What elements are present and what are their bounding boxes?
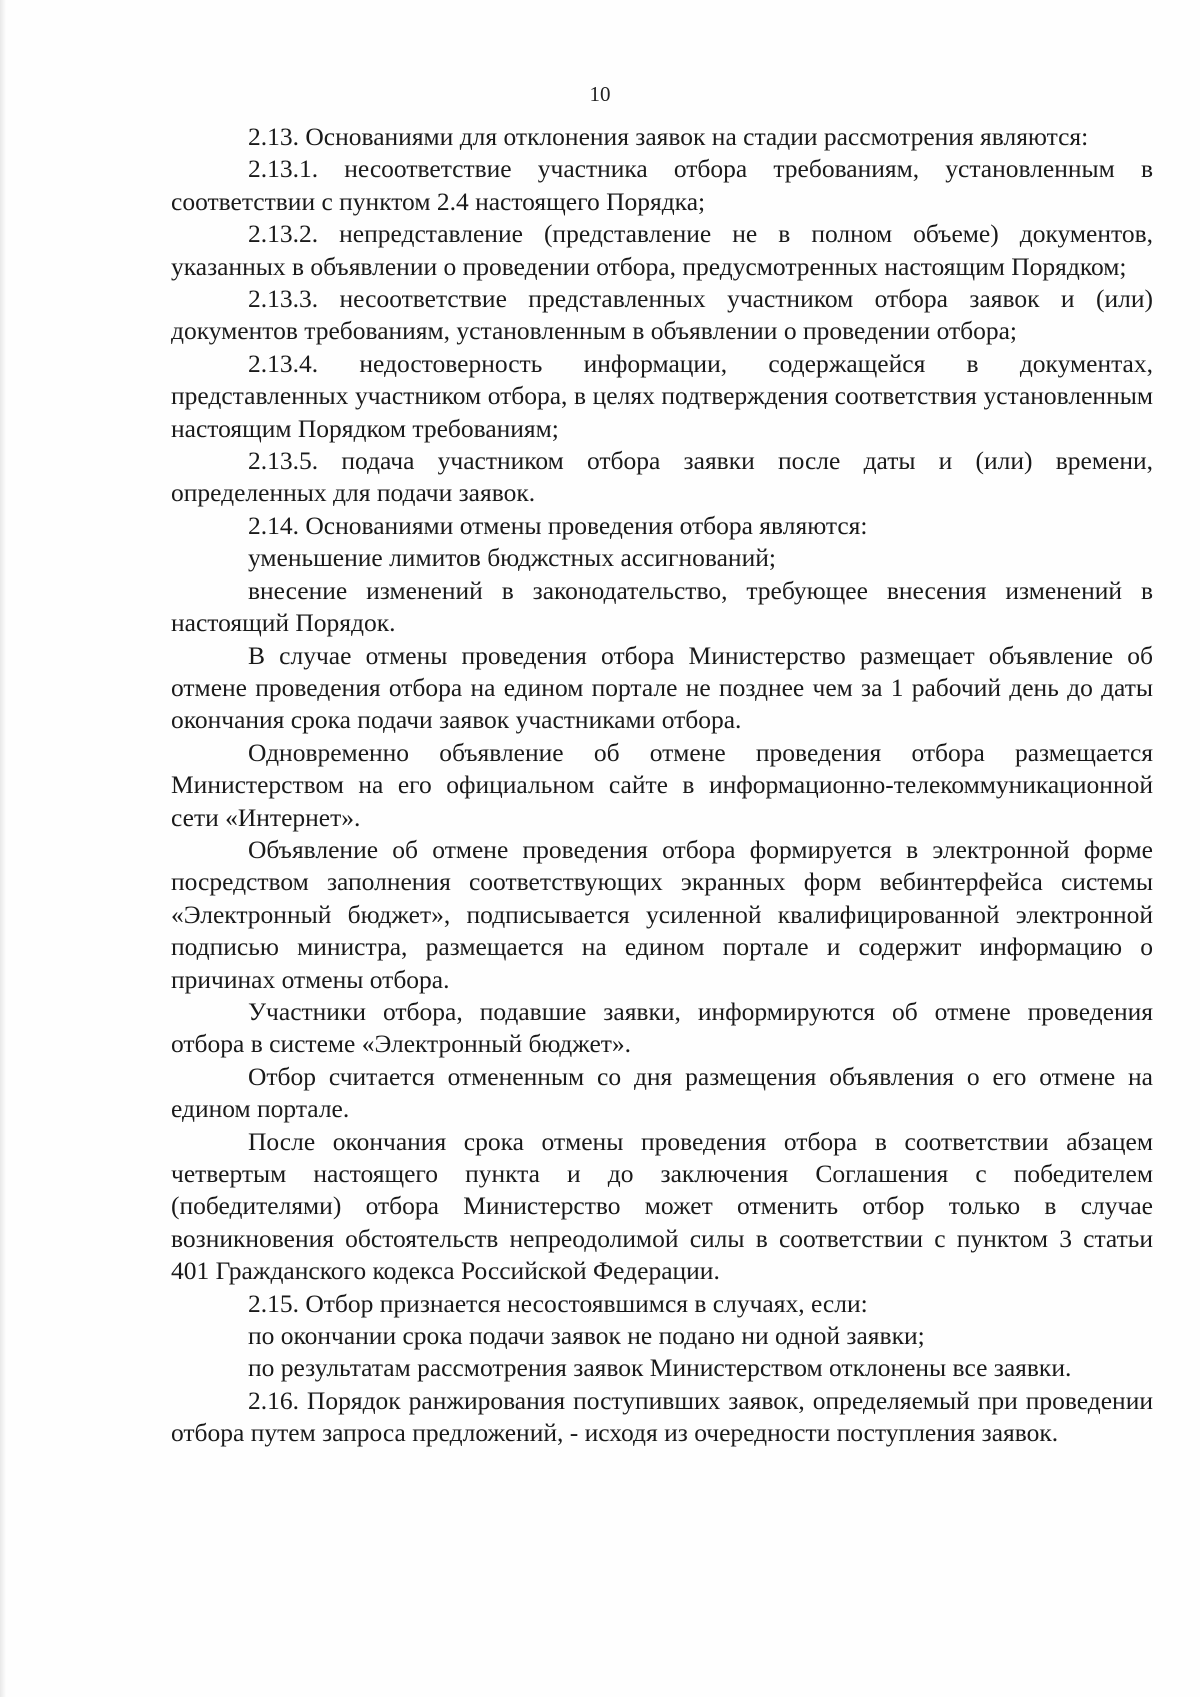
scan-edge-shadow: [0, 0, 6, 1697]
paragraph-all-rejected: по результатам рассмотрения заявок Министерством отклонены все заявки.: [248, 1353, 1072, 1383]
paragraph-cancel-notice: В случае отмены проведения отбора Министерство размещает объявление об отмене проведения отбора на едином портале не позднее чем за 1 рабочий день до даты окончания срока подачи заявок участниками отбора.: [171, 640, 1153, 735]
paragraph-website: Одновременно объявление об отмене проведения отбора размещается Министерством на его официальном сайте в информационно-телекоммуникационной сети «Интернет».: [171, 737, 1153, 832]
paragraph-2-16: 2.16. Порядок ранжирования поступивших заявок, определяемый при проведении отбора путем запроса предложений, - исходя из очередности поступления заявок.: [171, 1385, 1153, 1448]
paragraph-no-applications: по окончании срока подачи заявок не подано ни одной заявки;: [248, 1321, 925, 1351]
paragraph-2-13-3: 2.13.3. несоответствие представленных участником отбора заявок и (или) документов требованиям, установленным в объявлении о проведении отбора;: [171, 284, 1153, 346]
paragraph-2-14: 2.14. Основаниями отмены проведения отбора являются:: [248, 510, 868, 540]
paragraph-2-13-1: 2.13.1. несоответствие участника отбора требованиям, установленным в соответствии с пунктом 2.4 настоящего Порядка;: [171, 154, 1153, 216]
paragraph-participants-informed: Участники отбора, подавшие заявки, информируются об отмене проведения отбора в системе «Электронный бюджет».: [171, 996, 1153, 1059]
paragraph-limits: уменьшение лимитов бюджстных ассигнований;: [248, 543, 776, 573]
paragraph-electronic-form: Объявление об отмене проведения отбора формируется в электронной форме посредством заполнения соответствующих экранных форм вебинтерфейса системы «Электронный бюджет», подписывается усиленной квалифицированной электронной подписью министра, размещается на едином портале и содержит информацию о причинах отмены отбора.: [171, 834, 1153, 994]
paragraph-cancelled-date: Отбор считается отмененным со дня размещения объявления о его отмене на едином портале.: [171, 1061, 1153, 1124]
paragraph-2-13-5: 2.13.5. подача участником отбора заявки после даты и (или) времени, определенных для подачи заявок.: [171, 446, 1153, 508]
paragraph-legislation: внесение изменений в законодательство, требующее внесения изменений в настоящий Порядок.: [171, 575, 1153, 638]
paragraph-2-13-4: 2.13.4. недостоверность информации, содержащейся в документах, представленных участником отбора, в целях подтверждения соответствия установленным настоящим Порядком требованиям;: [171, 348, 1153, 443]
paragraph-2-13: 2.13. Основаниями для отклонения заявок на стадии рассмотрения являются:: [248, 122, 1089, 151]
paragraph-2-15: 2.15. Отбор признается несостоявшимся в случаях, если:: [248, 1288, 868, 1318]
page-number: 10: [589, 82, 611, 106]
paragraph-force-majeure: После окончания срока отмены проведения отбора в соответствии абзацем четвертым настоящего пункта и до заключения Соглашения с победителем (победителями) отбора Министерство может отменить отбор только в случае возникновения обстоятельств непреодолимой силы в соответствии с пунктом 3 статьи 401 Гражданского кодекса Российской Федерации.: [171, 1126, 1153, 1286]
paragraph-2-13-2: 2.13.2. непредставление (представление не в полном объеме) документов, указанных в объявлении о проведении отбора, предусмотренных настоящим Порядком;: [171, 219, 1153, 281]
document-body: [171, 121, 1153, 1450]
